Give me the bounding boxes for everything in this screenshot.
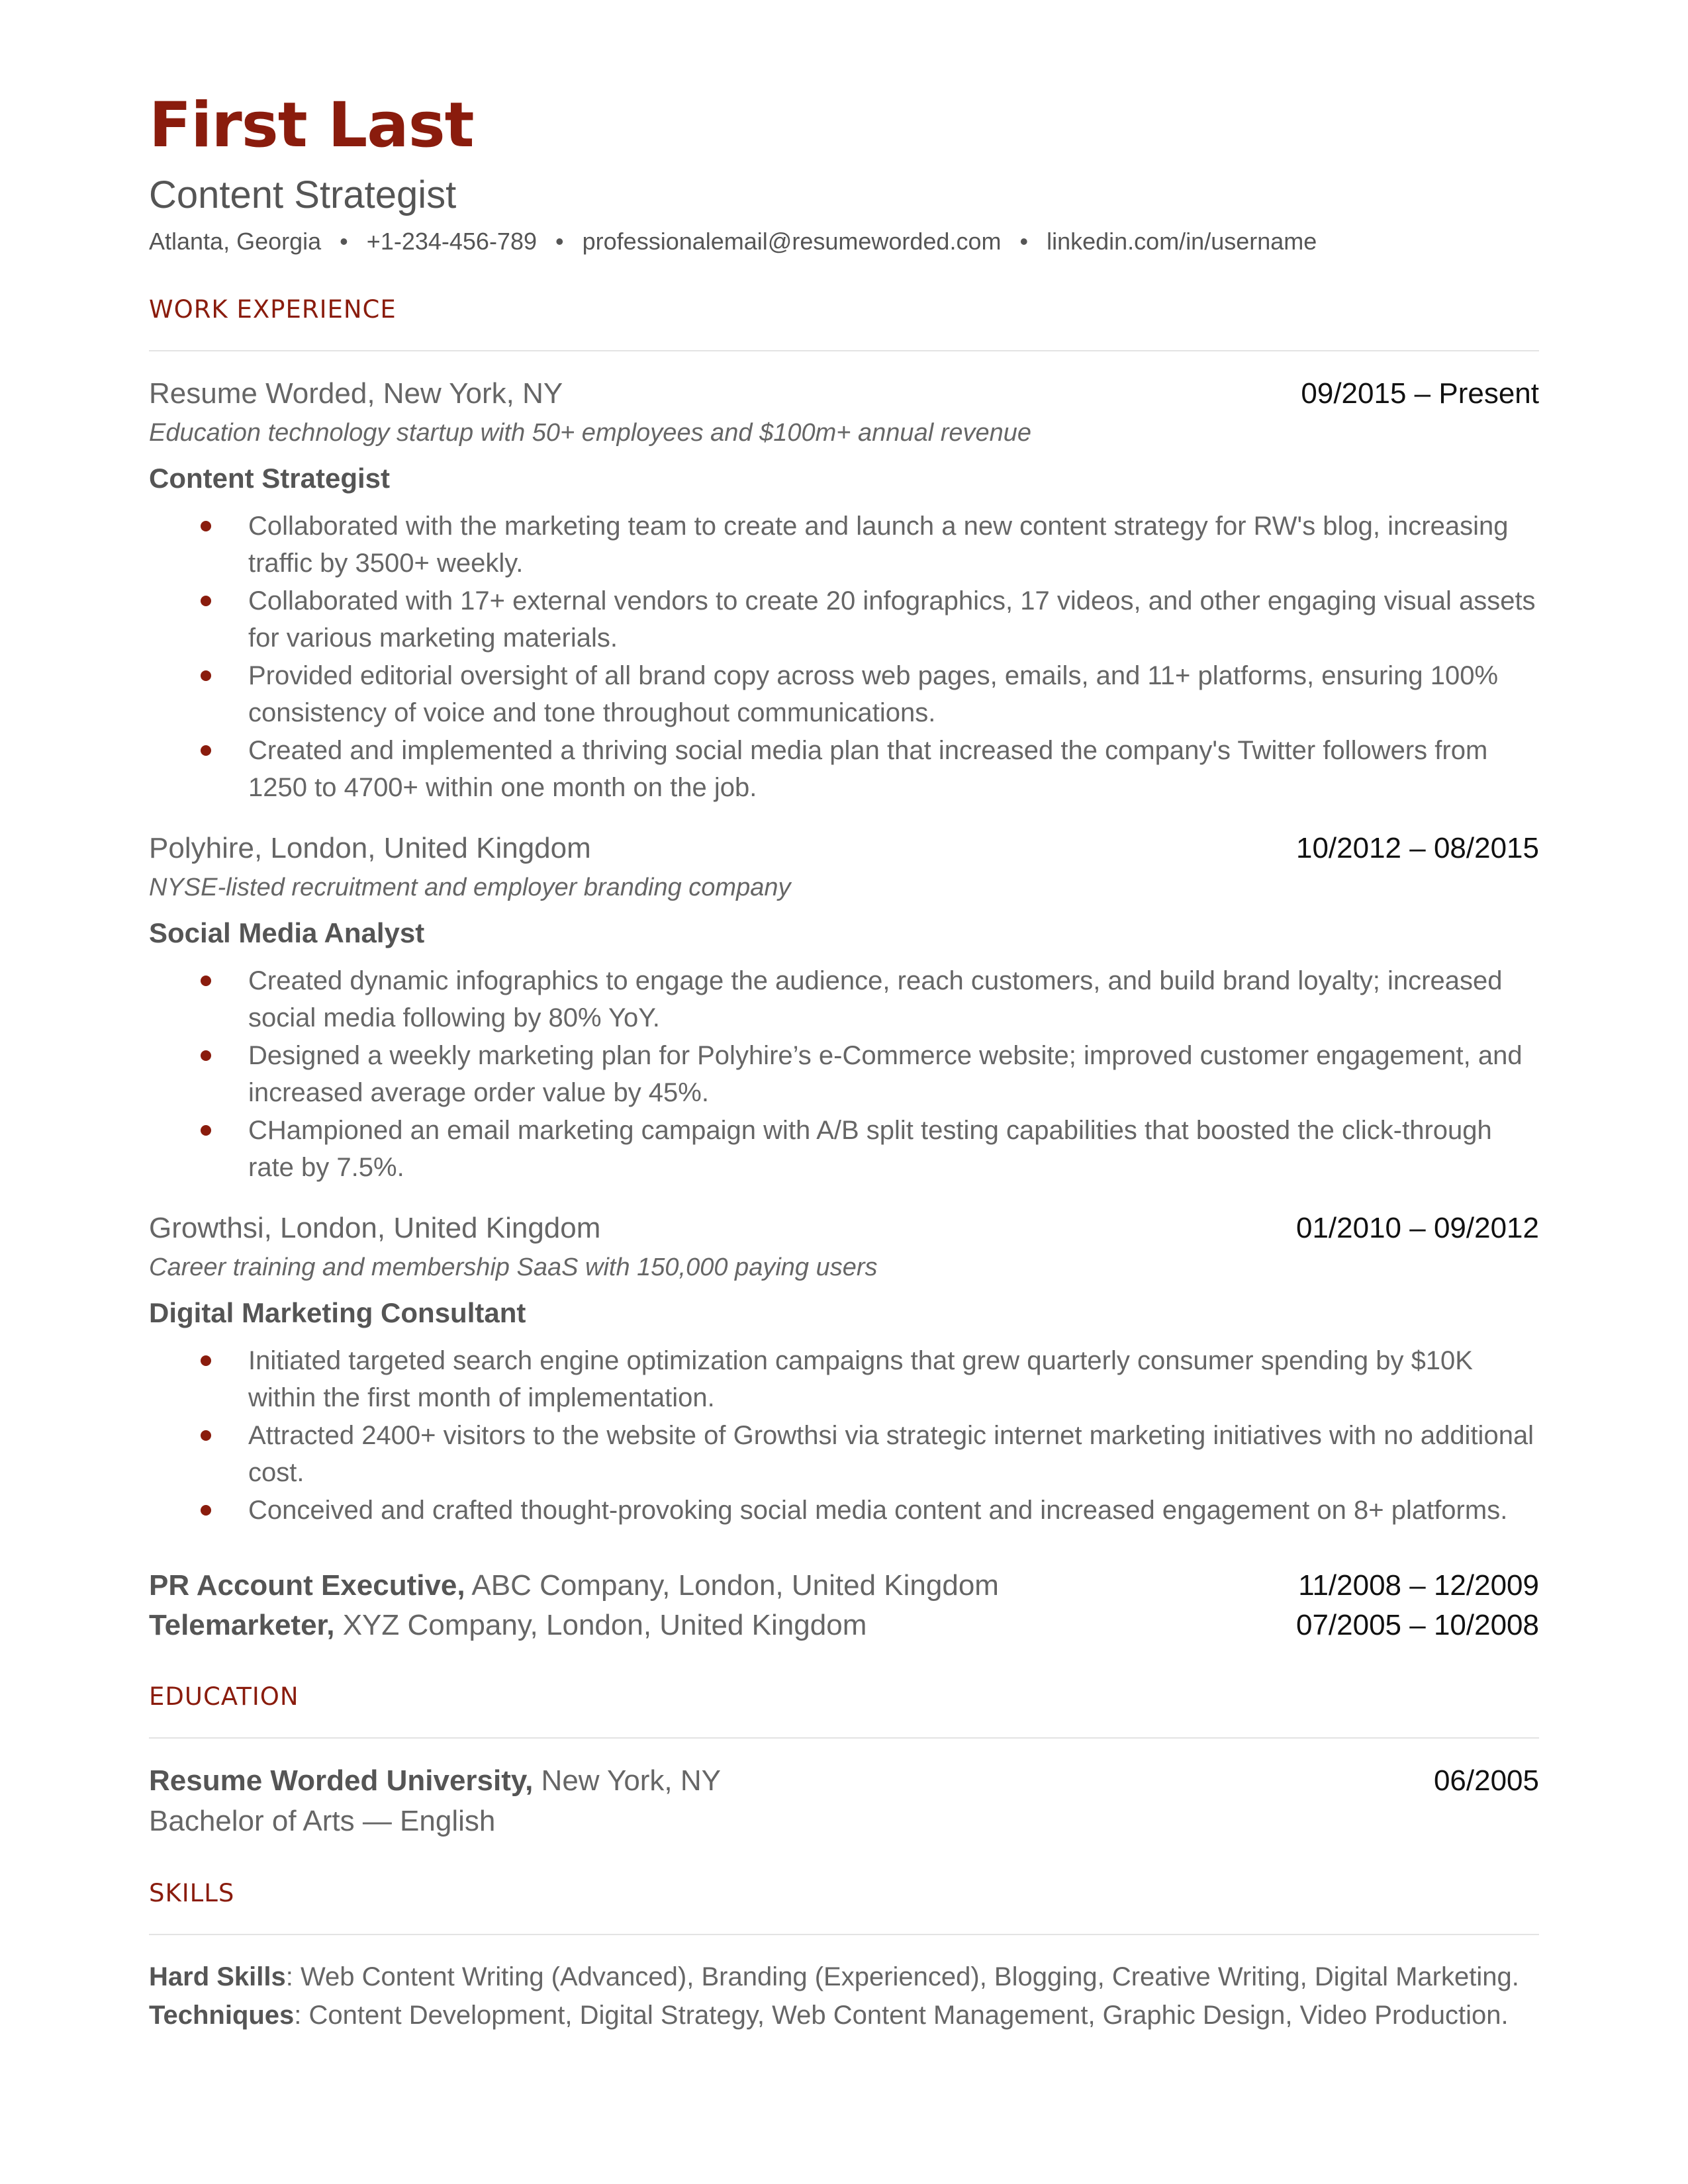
contact-separator: •: [1019, 228, 1029, 255]
skills-label: Hard Skills: [149, 1962, 286, 1991]
bullet-item: [149, 1492, 1539, 1529]
bullet-item: [149, 732, 1539, 806]
job-dates: 10/2012 – 08/2015: [1295, 832, 1539, 864]
bullet-text: Collaborated with the marketing team to create and launch a new content strategy for RW's blog, increasing traffic by 3500+ weekly.: [248, 512, 1509, 578]
bullet-item: [149, 962, 1539, 1036]
bullet-item: [149, 582, 1539, 657]
bullet-item: [149, 1112, 1539, 1186]
job-company: Resume Worded, New York, NY: [149, 377, 563, 410]
bullet-dot-icon: [201, 521, 211, 531]
resume-content: [149, 86, 1539, 2034]
job-role: Content Strategist: [149, 463, 391, 494]
education-entry: [149, 1761, 1539, 1842]
bullet-dot-icon: [201, 1125, 211, 1136]
bullet-item: [149, 1342, 1539, 1416]
job-bullets: [149, 508, 1539, 806]
candidate-title: Content Strategist: [149, 173, 457, 216]
bullet-dot-icon: [201, 596, 211, 606]
bullet-dot-icon: [201, 1430, 211, 1441]
skills-text: : Web Content Writing (Advanced), Branding (Experienced), Blogging, Creative Writing, Digital Marketing.: [285, 1962, 1519, 1991]
bullet-dot-icon: [201, 976, 211, 986]
education-date: 06/2005: [1433, 1764, 1539, 1797]
bullet-dot-icon: [201, 1355, 211, 1366]
bullet-item: [149, 1037, 1539, 1111]
contact-linkedin[interactable]: linkedin.com/in/username: [1047, 228, 1317, 255]
bullet-text: Created dynamic infographics to engage the audience, reach customers, and build brand loyalty; increased social media following by 80% YoY.: [248, 966, 1503, 1032]
skills-label: Techniques: [149, 2001, 295, 2030]
contact-separator: •: [555, 228, 564, 255]
bullet-text: Created and implemented a thriving social media plan that increased the company's Twitter followers from 1250 to 4700+ within one month on the job.: [248, 736, 1488, 802]
bullet-dot-icon: [201, 745, 211, 756]
bullet-text: Attracted 2400+ visitors to the website of Growthsi via strategic internet marketing initiatives with no additional cost.: [248, 1421, 1534, 1487]
bullet-item: [149, 508, 1539, 582]
contact-email[interactable]: professionalemail@resumeworded.com: [582, 228, 1002, 255]
contact-line: [149, 225, 1539, 258]
job-description: Career training and membership SaaS with 150,000 paying users: [149, 1253, 878, 1281]
education-location: New York, NY: [533, 1764, 722, 1797]
contact-location: Atlanta, Georgia: [149, 228, 322, 255]
education-degree: Bachelor of Arts — English: [149, 1805, 496, 1837]
job-entry: [149, 1208, 1539, 1529]
job-company: Polyhire, London, United Kingdom: [149, 832, 591, 864]
section-heading-work: WORK EXPERIENCE: [149, 295, 1539, 351]
job-dates: 09/2015 – Present: [1301, 377, 1539, 410]
job-entry: [149, 374, 1539, 806]
contact-separator: •: [340, 228, 348, 255]
skills-block: [149, 1958, 1539, 2034]
contact-phone: +1-234-456-789: [366, 228, 537, 255]
bullet-dot-icon: [201, 1505, 211, 1516]
section-heading-education: EDUCATION: [149, 1682, 1539, 1739]
job-company: Growthsi, London, United Kingdom: [149, 1212, 601, 1244]
bullet-item: [149, 1417, 1539, 1491]
short-role-dates: 11/2008 – 12/2009: [1298, 1569, 1539, 1602]
skills-line: [149, 1958, 1539, 1996]
short-role-title: PR Account Executive,: [149, 1569, 465, 1602]
job-role: Digital Marketing Consultant: [149, 1297, 526, 1328]
bullet-text: CHampioned an email marketing campaign with A/B split testing capabilities that boosted the click-through rate by 7.5%.: [248, 1116, 1492, 1182]
short-role-entry: [149, 1566, 1539, 1606]
candidate-name: First Last: [149, 89, 474, 161]
job-dates: 01/2010 – 09/2012: [1295, 1212, 1539, 1244]
short-role-entry: [149, 1606, 1539, 1645]
job-bullets: [149, 1342, 1539, 1529]
short-role-company: ABC Company, London, United Kingdom: [465, 1569, 999, 1602]
short-role-company: XYZ Company, London, United Kingdom: [334, 1609, 867, 1641]
bullet-dot-icon: [201, 1050, 211, 1061]
short-role-dates: 07/2005 – 10/2008: [1295, 1609, 1539, 1641]
skills-line: [149, 1996, 1539, 2034]
skills-text: : Content Development, Digital Strategy, Web Content Management, Graphic Design, Video Production.: [294, 2001, 1509, 2030]
short-role-title: Telemarketer,: [149, 1609, 335, 1641]
bullet-item: [149, 657, 1539, 731]
education-school: Resume Worded University,: [149, 1764, 534, 1797]
bullet-text: Initiated targeted search engine optimization campaigns that grew quarterly consumer spending by $10K within the first month of implementation.: [248, 1346, 1473, 1412]
job-entry: [149, 829, 1539, 1186]
job-bullets: [149, 962, 1539, 1186]
job-role: Social Media Analyst: [149, 917, 425, 948]
section-heading-skills: SKILLS: [149, 1879, 1539, 1935]
job-description: Education technology startup with 50+ employees and $100m+ annual revenue: [149, 419, 1032, 447]
bullet-text: Conceived and crafted thought-provoking social media content and increased engagement on 8+ platforms.: [248, 1496, 1508, 1525]
bullet-dot-icon: [201, 670, 211, 681]
job-description: NYSE-listed recruitment and employer branding company: [149, 874, 791, 901]
bullet-text: Collaborated with 17+ external vendors to create 20 infographics, 17 videos, and other engaging visual assets for various marketing materials.: [248, 586, 1536, 653]
bullet-text: Provided editorial oversight of all brand copy across web pages, emails, and 11+ platforms, ensuring 100% consistency of voice and tone throughout communications.: [248, 661, 1499, 727]
bullet-text: Designed a weekly marketing plan for Polyhire’s e-Commerce website; improved customer engagement, and increased average order value by 45%.: [248, 1041, 1523, 1107]
